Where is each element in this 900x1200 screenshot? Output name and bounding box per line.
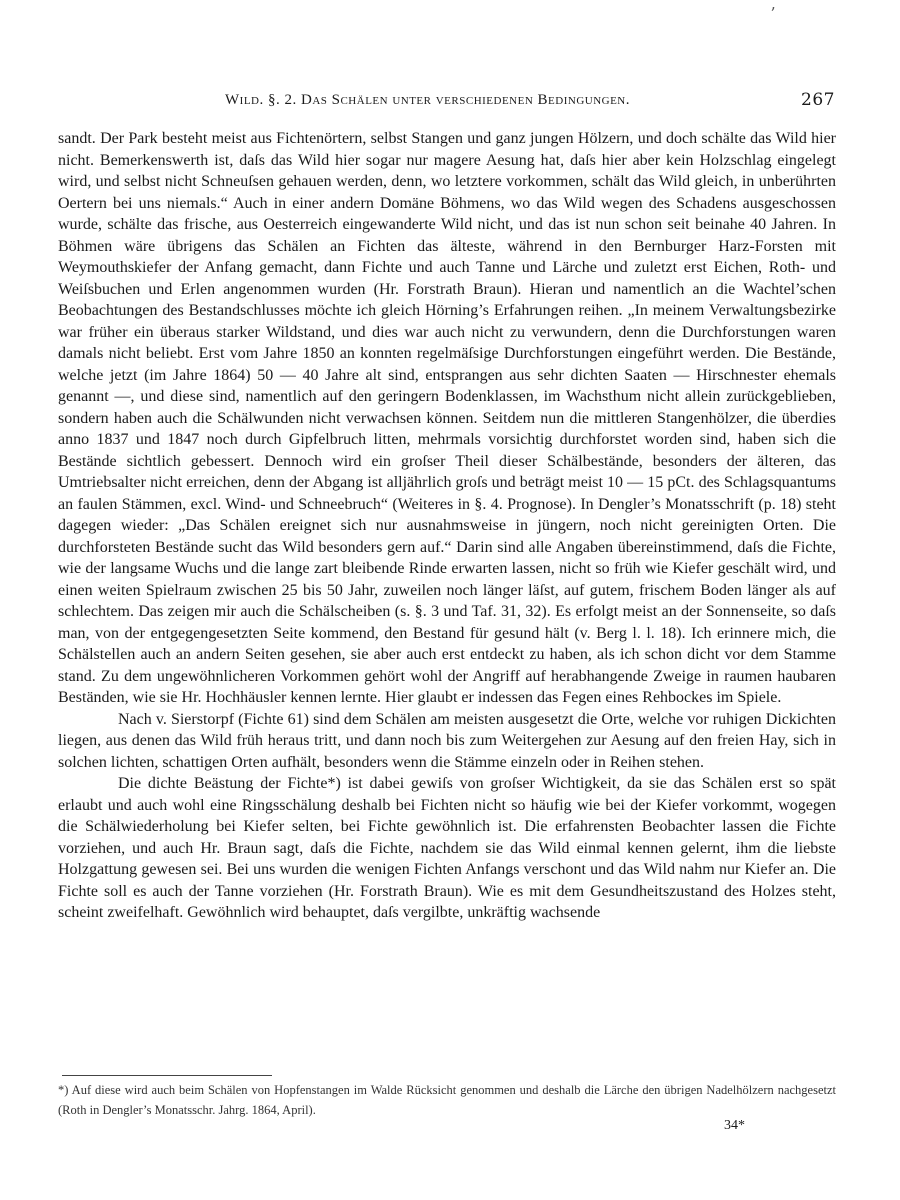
paragraph-2: Nach v. Sierstorpf (Fichte 61) sind dem Schälen am meisten ausgesetzt die Orte, welche vor ruhigen Dickichten liegen, aus denen das Wild früh heraus tritt, und dann noch bis zum Weitergehen zur Aesung auf den freien Hay, sich in solchen lichten, schattigen Orten aufhält, besonders wenn die Stämme einzeln oder in Reihen stehen. — [58, 710, 836, 771]
running-title: Wild. §. 2. Das Schälen unter verschiedenen Bedingungen. — [225, 92, 631, 108]
signature-mark: 34* — [724, 1118, 745, 1133]
page-number: 267 — [801, 90, 835, 110]
corner-mark: ʼ — [770, 4, 776, 23]
paragraph-3: Die dichte Beästung der Fichte*) ist dabei gewiſs von groſser Wichtigkeit, da sie das Schälen erst so spät erlaubt und auch wohl eine Ringsschälung deshalb bei Fichten nicht so häufig wie bei der Kiefer vorkommt, wogegen die Schälwiederholung bei Kiefer selten, bei Fichte gewöhnlich ist. Die erfahrensten Beobachter lassen die Fichte vorziehen, und auch Hr. Braun sagt, daſs die Fichte, nachdem sie das Wild einmal kennen gelernt, ihm die liebste Holzgattung gewesen sei. Bei uns wurden die wenigen Fichten Anfangs verschont und das Wild nahm nur Kiefer an. Die Fichte soll es auch der Tanne vorziehen (Hr. Forstrath Braun). Wie es mit dem Gesundheitszustand des Holzes steht, scheint zweifelhaft. Gewöhnlich wird behauptet, daſs vergilbte, unkräftig wachsende — [58, 775, 836, 921]
body-text — [58, 128, 836, 924]
running-header — [60, 92, 835, 118]
footnote: *) Auf diese wird auch beim Schälen von Hopfenstangen im Walde Rücksicht genommen und deshalb die Lärche den übrigen Nadelhölzern nachgesetzt (Roth in Dengler’s Monatsschr. Jahrg. 1864, April). — [58, 1083, 836, 1117]
paragraph-1: sandt. Der Park besteht meist aus Fichtenörtern, selbst Stangen und ganz jungen Hölzern, und doch schälte das Wild hier nicht. Bemerkenswerth ist, daſs das Wild hier sogar nur magere Aesung hat, daſs hier aber kein Holzschlag eingelegt wird, und selbst nicht Schneuſsen gehauen werden, denn, wo letztere vorkommen, schält das Wild gleich, in unberührten Oertern bei uns niemals.“ Auch in einer andern Domäne Böhmens, wo das Wild wegen des Schadens ausgeschossen wurde, schälte das frische, aus Oesterreich eingewanderte Wild nicht, und das ist nun schon seit beinahe 40 Jahren. In Böhmen wäre übrigens das Schälen an Fichten das älteste, während in den Bernburger Harz-Forsten mit Weymouthskiefer der Anfang gemacht, dann Fichte und auch Tanne und Lärche und zuletzt erst Eichen, Roth- und Weiſsbuchen und Erlen angenommen wurden (Hr. Forstrath Braun). Hieran und namentlich an die Wachtel’schen Beobachtungen des Bestandschlusses möchte ich gleich Hörning’s Erfahrungen reihen. „In meinem Verwaltungsbezirke war früher ein überaus starker Wildstand, und dies war auch nicht zu verwundern, denn die Durchforstungen waren damals nicht beliebt. Erst vom Jahre 1850 an konnten regelmäſsige Durchforstungen eingeführt werden. Die Bestände, welche jetzt (im Jahre 1864) 50 — 40 Jahre alt sind, entsprangen aus sehr dichten Saaten — Hirschnester ehemals genannt —, und diese sind, namentlich auf den geringern Bodenklassen, im Wachsthum nicht allein zurückgeblieben, sondern haben auch die Schälwunden nicht verwachsen können. Seitdem nun die mittleren Stangenhölzer, die überdies anno 1837 und 1847 noch durch Gipfelbruch litten, mehrmals vorsichtig durchforstet worden sind, haben sich die Bestände sichtlich gebessert. Dennoch wird ein groſser Theil dieser Schälbestände, besonders der älteren, das Umtriebsalter nicht erreichen, denn der Abgang ist alljährlich groſs und beträgt meist 10 — 15 pCt. des Schlagsquantums an faulen Stämmen, excl. Wind- und Schneebruch“ (Weiteres in §. 4. Prognose). In Dengler’s Monatsschrift (p. 18) steht dagegen wieder: „Das Schälen ereignet sich nur ausnahmsweise in jüngern, noch nicht gereinigten Orten. Die durchforsteten Bestände sucht das Wild besonders gern auf.“ Darin sind alle Angaben übereinstimmend, daſs die Fichte, wie der langsame Wuchs und die lange zart bleibende Rinde erwarten lassen, nicht so früh wie Kiefer geschält wird, und einen weiten Spielraum zwischen 25 bis 50 Jahr, zuweilen noch länger läſst, auf gutem, frischem Boden länger als auf schlechtem. Das zeigen mir auch die Schälscheiben (s. §. 3 und Taf. 31, 32). Es erfolgt meist an der Sonnenseite, so daſs man, von der entgegengesetzten Seite kommend, den Bestand für gesund hält (v. Berg l. l. 18). Ich erinnere mich, die Schälstellen auch an andern Seiten gesehen, sie aber auch erst entdeckt zu haben, als ich schon dicht vor dem Stamme stand. Zu dem ungewöhnlicheren Vorkommen gehört wohl der Angriff auf herabhangende Zweige in raumen haubaren Beständen, wie sie Hr. Hochhäusler kennen lernte. Hier glaubt er indessen das Fegen eines Rehbockes im Spiele. — [58, 130, 836, 706]
footnote-rule — [62, 1075, 272, 1076]
